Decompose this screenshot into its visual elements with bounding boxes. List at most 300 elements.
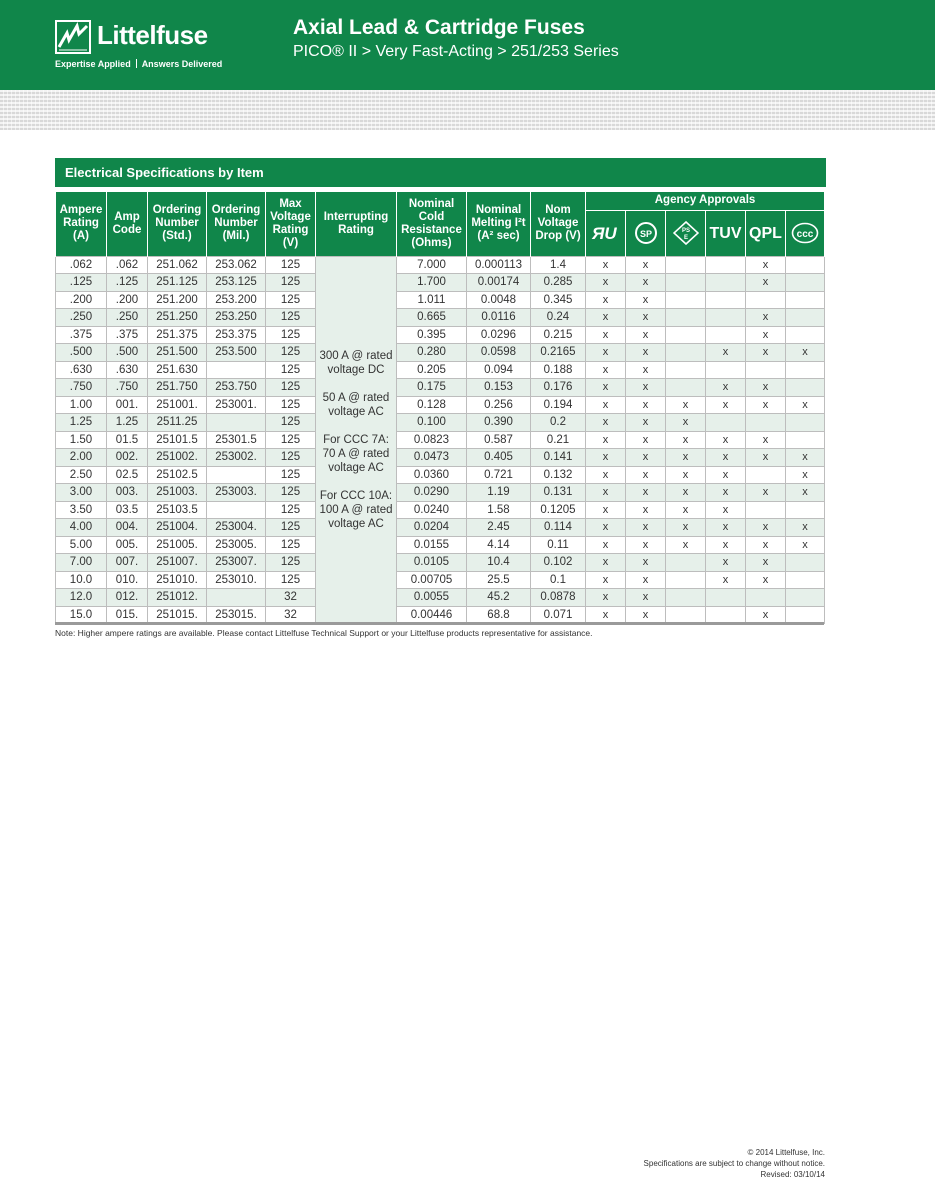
cell-cold-resistance: 0.0204 [397,519,467,537]
cell-agency-pse [666,344,706,362]
cell-agency-pse: x [666,484,706,502]
cell-agency-ul: x [586,519,626,537]
cell-ordering-std: 251003. [148,484,207,502]
cell-agency-tuv: x [706,554,746,572]
cell-max-voltage: 125 [266,361,316,379]
cell-agency-tuv: x [706,379,746,397]
cell-ordering-std: 251007. [148,554,207,572]
cell-ampere-rating: .630 [56,361,107,379]
cell-voltage-drop: 0.176 [531,379,586,397]
svg-text:SP: SP [639,229,652,239]
cell-ampere-rating: .500 [56,344,107,362]
cell-ordering-std: 251.630 [148,361,207,379]
cell-voltage-drop: 1.4 [531,256,586,274]
cell-agency-ul: x [586,554,626,572]
page-title: Axial Lead & Cartridge Fuses [293,16,585,39]
cell-agency-pse [666,589,706,607]
table-row [56,344,825,362]
cell-agency-tuv [706,414,746,432]
table-row [56,309,825,327]
cell-agency-pse: x [666,519,706,537]
electrical-spec-table [55,192,825,624]
cell-max-voltage: 125 [266,484,316,502]
cell-agency-csa: x [626,396,666,414]
tagline-divider [136,59,137,68]
cell-agency-ccc [786,589,825,607]
header-voltage-drop: Nom Voltage Drop (V) [531,192,586,256]
cell-ampere-rating: .200 [56,291,107,309]
cell-voltage-drop: 0.194 [531,396,586,414]
interrupting-rating-cell [316,256,397,624]
cell-max-voltage: 125 [266,571,316,589]
cell-agency-csa: x [626,484,666,502]
cell-agency-tuv: x [706,466,746,484]
table-row [56,431,825,449]
cell-melting: 0.0598 [467,344,531,362]
cell-ordering-mil: 253.250 [207,309,266,327]
cell-agency-ccc: x [786,396,825,414]
cell-agency-ul: x [586,396,626,414]
tagline-left: Expertise Applied [55,59,131,69]
spec-table-body [56,256,825,624]
cell-amp-code: .630 [107,361,148,379]
cell-voltage-drop: 0.21 [531,431,586,449]
cell-ampere-rating: .125 [56,274,107,292]
cell-agency-ccc [786,431,825,449]
cell-max-voltage: 125 [266,431,316,449]
cell-ordering-std: 25103.5 [148,501,207,519]
cell-agency-ccc [786,326,825,344]
cell-amp-code: 012. [107,589,148,607]
cell-agency-ccc: x [786,449,825,467]
table-row [56,361,825,379]
cell-agency-pse [666,379,706,397]
cell-ordering-std: 251010. [148,571,207,589]
cell-agency-tuv: x [706,571,746,589]
cell-ampere-rating: 10.0 [56,571,107,589]
cell-melting: 0.256 [467,396,531,414]
table-row [56,554,825,572]
header-agency-approvals: Agency Approvals [586,192,825,210]
cell-max-voltage: 125 [266,344,316,362]
cell-agency-tuv: x [706,501,746,519]
cell-melting: 25.5 [467,571,531,589]
cell-agency-csa: x [626,554,666,572]
cell-agency-ul: x [586,571,626,589]
cell-agency-ul: x [586,449,626,467]
cell-ampere-rating: 15.0 [56,606,107,624]
cell-voltage-drop: 0.141 [531,449,586,467]
footer-disclaimer: Specifications are subject to change without notice. [643,1159,825,1168]
cell-cold-resistance: 0.100 [397,414,467,432]
logo-wordmark: Littelfuse [97,20,208,50]
cell-max-voltage: 125 [266,554,316,572]
littelfuse-logo-icon [55,20,91,54]
cell-agency-ccc [786,291,825,309]
cell-ordering-mil: 253.375 [207,326,266,344]
cell-agency-qpl [746,414,786,432]
cell-agency-ul: x [586,484,626,502]
cell-ampere-rating: .062 [56,256,107,274]
cell-ampere-rating: 12.0 [56,589,107,607]
cell-agency-pse [666,571,706,589]
cell-amp-code: 010. [107,571,148,589]
header-melting: Nominal Melting I²t (A² sec) [467,192,531,256]
cell-agency-tuv [706,361,746,379]
cell-ordering-mil [207,414,266,432]
cell-ampere-rating: 7.00 [56,554,107,572]
cell-ordering-std: 251002. [148,449,207,467]
cell-melting: 0.0296 [467,326,531,344]
cell-amp-code: 007. [107,554,148,572]
cell-ordering-std: 251.125 [148,274,207,292]
cell-agency-ul: x [586,536,626,554]
cell-agency-qpl [746,501,786,519]
cell-max-voltage: 125 [266,396,316,414]
header-ordering-std: Ordering Number (Std.) [148,192,207,256]
cell-agency-ccc [786,256,825,274]
cell-agency-csa: x [626,309,666,327]
cell-cold-resistance: 0.0055 [397,589,467,607]
cell-melting: 0.390 [467,414,531,432]
cell-melting: 0.153 [467,379,531,397]
cell-agency-ccc [786,606,825,624]
cell-agency-ul: x [586,326,626,344]
cell-max-voltage: 125 [266,414,316,432]
cell-ordering-std: 251001. [148,396,207,414]
cell-melting: 0.094 [467,361,531,379]
spacer [318,419,394,433]
cell-ampere-rating: .250 [56,309,107,327]
cell-ampere-rating: 4.00 [56,519,107,537]
cell-cold-resistance: 0.00446 [397,606,467,624]
cell-agency-pse [666,554,706,572]
table-row [56,484,825,502]
cell-agency-tuv: x [706,519,746,537]
cell-ordering-std: 25102.5 [148,466,207,484]
cell-max-voltage: 125 [266,291,316,309]
cell-voltage-drop: 0.102 [531,554,586,572]
cell-voltage-drop: 0.24 [531,309,586,327]
cell-voltage-drop: 0.0878 [531,589,586,607]
cell-amp-code: 003. [107,484,148,502]
cell-agency-csa: x [626,361,666,379]
cell-max-voltage: 32 [266,606,316,624]
cell-ampere-rating: 3.00 [56,484,107,502]
header-ordering-mil: Ordering Number (Mil.) [207,192,266,256]
cell-cold-resistance: 0.0240 [397,501,467,519]
table-bottom-rule [55,622,824,625]
table-note: Note: Higher ampere ratings are available. Please contact Littelfuse Technical Support or your Littelfuse products representative for assistance. [55,628,593,638]
interrupting-rating-line: 300 A @ rated voltage DC [319,349,393,376]
cell-cold-resistance: 0.128 [397,396,467,414]
cell-agency-csa: x [626,414,666,432]
cell-agency-csa: x [626,291,666,309]
cell-voltage-drop: 0.188 [531,361,586,379]
cell-ampere-rating: 2.50 [56,466,107,484]
cell-amp-code: 002. [107,449,148,467]
cell-melting: 1.58 [467,501,531,519]
table-row [56,449,825,467]
cell-amp-code: 03.5 [107,501,148,519]
cell-amp-code: .375 [107,326,148,344]
svg-text:E: E [683,235,688,241]
cell-agency-csa: x [626,571,666,589]
cell-cold-resistance: 0.0360 [397,466,467,484]
cell-melting: 0.587 [467,431,531,449]
cell-voltage-drop: 0.131 [531,484,586,502]
cell-ordering-mil: 253001. [207,396,266,414]
cell-amp-code: 015. [107,606,148,624]
cell-agency-csa: x [626,256,666,274]
cell-agency-pse: x [666,431,706,449]
cell-agency-ul: x [586,466,626,484]
cell-agency-tuv: x [706,484,746,502]
cell-agency-qpl: x [746,571,786,589]
header-amp-code: Amp Code [107,192,148,256]
cell-agency-qpl: x [746,554,786,572]
cell-agency-csa: x [626,606,666,624]
cell-ampere-rating: 5.00 [56,536,107,554]
header-stripe-band [0,90,935,130]
cell-melting: 0.00174 [467,274,531,292]
cell-agency-pse [666,361,706,379]
table-row [56,606,825,624]
cell-agency-qpl: x [746,484,786,502]
cell-agency-qpl: x [746,326,786,344]
header-ampere-rating: Ampere Rating (A) [56,192,107,256]
cell-amp-code: 004. [107,519,148,537]
littelfuse-logo [55,18,235,78]
cell-agency-qpl: x [746,431,786,449]
cell-cold-resistance: 0.665 [397,309,467,327]
cell-max-voltage: 125 [266,501,316,519]
header-interrupting: Interrupting Rating [316,192,397,256]
cell-cold-resistance: 0.0473 [397,449,467,467]
cell-cold-resistance: 0.0290 [397,484,467,502]
table-row [56,466,825,484]
cell-max-voltage: 32 [266,589,316,607]
cell-agency-ul: x [586,309,626,327]
cell-agency-ccc [786,571,825,589]
cell-voltage-drop: 0.071 [531,606,586,624]
table-row [56,274,825,292]
cell-ampere-rating: .375 [56,326,107,344]
section-title: Electrical Specifications by Item [55,158,826,187]
cell-cold-resistance: 0.0105 [397,554,467,572]
cell-agency-ul: x [586,291,626,309]
cell-agency-qpl: x [746,396,786,414]
cell-voltage-drop: 0.11 [531,536,586,554]
cell-agency-pse [666,606,706,624]
ccc-icon [786,210,825,256]
svg-text:PS: PS [681,228,690,234]
cell-agency-qpl: x [746,536,786,554]
cell-melting: 68.8 [467,606,531,624]
cell-agency-tuv [706,589,746,607]
cell-ordering-mil: 253.200 [207,291,266,309]
cell-amp-code: .500 [107,344,148,362]
spacer [318,377,394,391]
cell-ampere-rating: 1.00 [56,396,107,414]
tagline-right: Answers Delivered [141,59,223,69]
cell-max-voltage: 125 [266,519,316,537]
cell-cold-resistance: 1.700 [397,274,467,292]
cell-cold-resistance: 0.205 [397,361,467,379]
cell-agency-ul: x [586,379,626,397]
cell-agency-ccc [786,309,825,327]
logo-tagline [55,59,222,69]
cell-melting: 4.14 [467,536,531,554]
cell-ordering-mil: 253.750 [207,379,266,397]
cell-agency-ul: x [586,431,626,449]
cell-ordering-std: 25101.5 [148,431,207,449]
cell-agency-ccc [786,361,825,379]
cell-agency-ul: x [586,589,626,607]
cell-voltage-drop: 0.215 [531,326,586,344]
table-row [56,326,825,344]
cell-melting: 1.19 [467,484,531,502]
cell-amp-code: .750 [107,379,148,397]
cell-melting: 0.721 [467,466,531,484]
cell-ordering-std: 251.375 [148,326,207,344]
cell-amp-code: 01.5 [107,431,148,449]
cell-ordering-std: 251.750 [148,379,207,397]
cell-agency-pse: x [666,501,706,519]
cell-max-voltage: 125 [266,274,316,292]
cell-voltage-drop: 0.1 [531,571,586,589]
cell-agency-qpl: x [746,309,786,327]
cell-agency-tuv [706,274,746,292]
cell-max-voltage: 125 [266,326,316,344]
cell-agency-ccc: x [786,484,825,502]
page-header [0,0,935,90]
header-cold-resistance: Nominal Cold Resistance (Ohms) [397,192,467,256]
cell-agency-qpl: x [746,344,786,362]
cell-agency-ccc: x [786,344,825,362]
interrupting-rating-line: For CCC 7A: 70 A @ rated voltage AC [322,433,390,474]
cell-agency-tuv [706,326,746,344]
cell-ampere-rating: 1.50 [56,431,107,449]
cell-agency-tuv [706,606,746,624]
cell-max-voltage: 125 [266,309,316,327]
cell-agency-tuv [706,309,746,327]
cell-ordering-mil [207,589,266,607]
cell-agency-pse: x [666,414,706,432]
cell-agency-pse: x [666,449,706,467]
cell-agency-csa: x [626,589,666,607]
cell-ordering-mil: 253.500 [207,344,266,362]
cell-ampere-rating: 1.25 [56,414,107,432]
cell-agency-pse [666,256,706,274]
cell-agency-qpl: x [746,256,786,274]
page-footer [644,1147,825,1180]
cell-agency-pse [666,291,706,309]
cell-agency-tuv [706,291,746,309]
cell-agency-csa: x [626,449,666,467]
footer-revised: Revised: 03/10/14 [760,1170,825,1179]
table-row [56,414,825,432]
cell-ordering-std: 251005. [148,536,207,554]
qpl-label: QPL [746,210,786,256]
interrupting-rating-line: For CCC 10A: 100 A @ rated voltage AC [319,489,393,530]
cell-max-voltage: 125 [266,256,316,274]
cell-ordering-std: 251.200 [148,291,207,309]
cell-agency-ccc [786,274,825,292]
cell-agency-ul: x [586,274,626,292]
footer-copyright: © 2014 Littelfuse, Inc. [747,1148,825,1157]
cell-agency-ul: x [586,606,626,624]
table-row [56,501,825,519]
cell-ordering-mil [207,501,266,519]
cell-agency-csa: x [626,501,666,519]
cell-ordering-mil: 253015. [207,606,266,624]
cell-melting: 0.0048 [467,291,531,309]
table-row [56,379,825,397]
cell-agency-ul: x [586,501,626,519]
cell-max-voltage: 125 [266,449,316,467]
cell-amp-code: .250 [107,309,148,327]
cell-amp-code: .200 [107,291,148,309]
cell-voltage-drop: 0.2165 [531,344,586,362]
cell-agency-ccc: x [786,466,825,484]
cell-ampere-rating: 2.00 [56,449,107,467]
table-row [56,536,825,554]
cell-melting: 2.45 [467,519,531,537]
cell-cold-resistance: 1.011 [397,291,467,309]
cell-ordering-mil: 253007. [207,554,266,572]
cell-agency-pse: x [666,536,706,554]
cell-agency-csa: x [626,519,666,537]
cell-agency-qpl [746,291,786,309]
cell-agency-ccc: x [786,519,825,537]
cell-cold-resistance: 0.00705 [397,571,467,589]
table-row [56,589,825,607]
cell-ordering-mil [207,466,266,484]
cell-max-voltage: 125 [266,536,316,554]
cell-voltage-drop: 0.2 [531,414,586,432]
cell-cold-resistance: 0.280 [397,344,467,362]
ul-recognized-icon [586,210,626,256]
tuv-label: TUV [706,210,746,256]
cell-agency-tuv: x [706,449,746,467]
cell-ordering-std: 251.500 [148,344,207,362]
cell-agency-pse [666,309,706,327]
cell-melting: 10.4 [467,554,531,572]
cell-agency-tuv: x [706,344,746,362]
cell-ordering-std: 251.250 [148,309,207,327]
cell-agency-csa: x [626,431,666,449]
cell-melting: 45.2 [467,589,531,607]
cell-cold-resistance: 0.395 [397,326,467,344]
cell-cold-resistance: 0.0823 [397,431,467,449]
cell-agency-pse: x [666,396,706,414]
cell-agency-csa: x [626,466,666,484]
table-row [56,256,825,274]
cell-melting: 0.000113 [467,256,531,274]
cell-agency-tuv: x [706,536,746,554]
cell-ordering-mil [207,361,266,379]
cell-cold-resistance: 0.175 [397,379,467,397]
cell-ordering-mil: 253002. [207,449,266,467]
cell-agency-csa: x [626,536,666,554]
cell-agency-ul: x [586,414,626,432]
cell-agency-pse [666,326,706,344]
svg-text:ЯU: ЯU [591,224,617,243]
cell-agency-ccc: x [786,536,825,554]
table-row [56,396,825,414]
cell-voltage-drop: 0.114 [531,519,586,537]
